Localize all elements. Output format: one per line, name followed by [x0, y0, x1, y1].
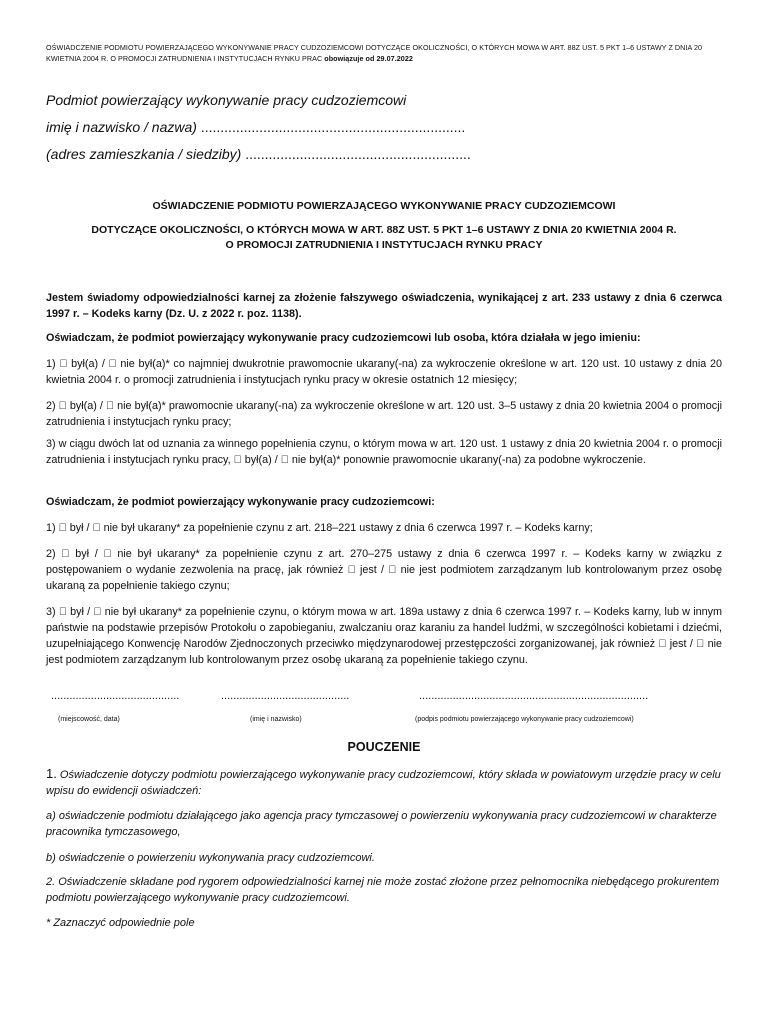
entity-name-field[interactable]: ....................................................................: [200, 119, 466, 135]
item-2: 2) był(a) / nie był(a)* prawomocnie ukarany(-na) za wykroczenie określone w art. 120 ust. 3–5 ustawy z dnia 20 kwietnia 2004 o promocji zatrudnienia i instytucjach rynku pracy;: [46, 400, 722, 428]
instruction-b: b) oświadczenie o powierzeniu wykonywania pracy cudzoziemcowi.: [46, 852, 375, 864]
instruction-1-number: 1.: [46, 766, 57, 781]
signature-field[interactable]: ...........................................................................: [419, 690, 649, 702]
place-date-label: (miejscowość, data): [58, 716, 120, 723]
footnote: * Zaznaczyć odpowiednie pole: [46, 917, 195, 929]
item-6: 3) był / nie był ukarany* za popełnienie czynu, o którym mowa w art. 189a ustawy z dnia 6 czerwca 1997 r. – Kodeks karny, lub w innym państwie na podstawie przepisów Protokołu o zapobieganiu, zwalczaniu oraz karaniu za handel ludźmi, w szczególności kobietami i dziećmi, uzupełniającego Konwencję Narodów Zjednoczonych przeciwko międzynarodowej przestępczości zorganizowanej, jak również jest / nie jest podmiotem zarządzanym lub kontrolowanym przez osobę ukaraną za popełnienie takiego czynu.: [46, 606, 722, 666]
title-line-1: OŚWIADCZENIE PODMIOTU POWIERZAJĄCEGO WYKONYWANIE PRACY CUDZOZIEMCOWI: [152, 200, 616, 212]
signature-label: (podpis podmiotu powierzającego wykonywanie pracy cudzoziemcowi): [415, 716, 634, 723]
item-5: 2) był / nie był ukarany* za popełnienie czynu z art. 270–275 ustawy z dnia 6 czerwca 1997 r. – Kodeks karny w związku z postępowaniem o wydanie zezwolenia na pracę, jak również jest / nie jest podmiotem zarządzanym lub kontrolowanym przez osobę ukaraną za popełnienie takiego czynu;: [46, 548, 722, 592]
declaration-2: Oświadczam, że podmiot powierzający wykonywanie pracy cudzoziemcowi:: [46, 496, 435, 508]
header-main: OŚWIADCZENIE PODMIOTU POWIERZAJĄCEGO WYKONYWANIE PRACY CUDZOZIEMCOWI DOTYCZĄCE OKOLICZNOŚCI, O KTÓRYCH MOWA W ART. 88Z UST. 5 PKT 1–6 USTAWY Z DNIA 20 KWIETNIA 2004 R. O PROMOCJI ZATRUDNIENIA I INSTYTUCJACH RYNKU PRAC: [46, 43, 703, 63]
entity-address-field[interactable]: ..........................................................: [245, 146, 471, 162]
header-text: [46, 42, 736, 64]
title-line-2: [46, 223, 722, 253]
header-valid-date: obowiązuje od 29.07.2022: [324, 54, 413, 63]
title-line-2-text: DOTYCZĄCE OKOLICZNOŚCI, O KTÓRYCH MOWA W ART. 88Z UST. 5 PKT 1–6 USTAWY Z DNIA 20 KWIETNIA 2004 R.: [91, 224, 677, 236]
entity-name-line: [46, 119, 465, 135]
title-line-3-text: O PROMOCJI ZATRUDNIENIA I INSTYTUCJACH RYNKU PRACY: [225, 239, 543, 251]
place-date-field[interactable]: ..........................................: [51, 690, 180, 702]
instruction-2: 2. Oświadczenie składane pod rygorem odpowiedzialności karnej nie może zostać złożone przez pełnomocnika niebędącego prokurentem podmiotu powierzającego wykonywanie pracy cudzoziemcowi.: [46, 876, 720, 904]
item-4: 1) był / nie był ukarany* za popełnienie czynu z art. 218–221 ustawy z dnia 6 czerwca 1997 r. – Kodeks karny;: [46, 522, 571, 534]
item-1: 1) był(a) / nie był(a)* co najmniej dwukrotnie prawomocnie ukarany(-na) za wykroczenie określone w art. 120 ust. 10 ustawy z dnia 20 kwietnia 2004 r. o promocji zatrudnienia i instytucjach rynku pracy w okresie ostatnich 12 miesięcy;: [46, 358, 722, 386]
name-field[interactable]: ..........................................: [221, 690, 350, 702]
entity-address-label: (adres zamieszkania / siedziby): [46, 146, 242, 162]
instruction-1: [46, 766, 722, 799]
name-label: (imię i nazwisko): [250, 716, 302, 723]
declaration-1: Oświadczam, że podmiot powierzający wykonywanie pracy cudzoziemcowi lub osoba, która działała w jego imieniu:: [46, 332, 641, 344]
item-3: 3) w ciągu dwóch lat od uznania za winnego popełnienia czynu, o którym mowa w art. 120 ust. 1 ustawy z dnia 20 kwietnia 2004 r. o promocji zatrudnienia i instytucjach rynku pracy, był(a) / nie był(a)* ponownie prawomocnie ukarany(-na) za podobne wykroczenie.: [46, 438, 722, 466]
entity-name-label: imię i nazwisko / nazwa): [46, 119, 197, 135]
entity-heading: Podmiot powierzający wykonywanie pracy cudzoziemcowi: [46, 92, 407, 108]
instruction-a: a) oświadczenie podmiotu działającego jako agencja pracy tymczasowej o powierzeniu wykonywania pracy cudzoziemcowi w charakterze pracownika tymczasowego,: [46, 810, 717, 838]
instructions-heading: POUCZENIE: [347, 740, 421, 754]
awareness-paragraph: Jestem świadomy odpowiedzialności karnej za złożenie fałszywego oświadczenia, wynikającej z art. 233 ustawy z dnia 6 czerwca 1997 r. – Kodeks karny (Dz. U. z 2022 r. poz. 1138).: [46, 292, 722, 320]
entity-address-line: [46, 146, 471, 162]
instruction-1-text: Oświadczenie dotyczy podmiotu powierzającego wykonywanie pracy cudzoziemcowi, który składa w powiatowym urzędzie pracy w celu wpisu do ewidencji oświadczeń:: [46, 769, 721, 797]
